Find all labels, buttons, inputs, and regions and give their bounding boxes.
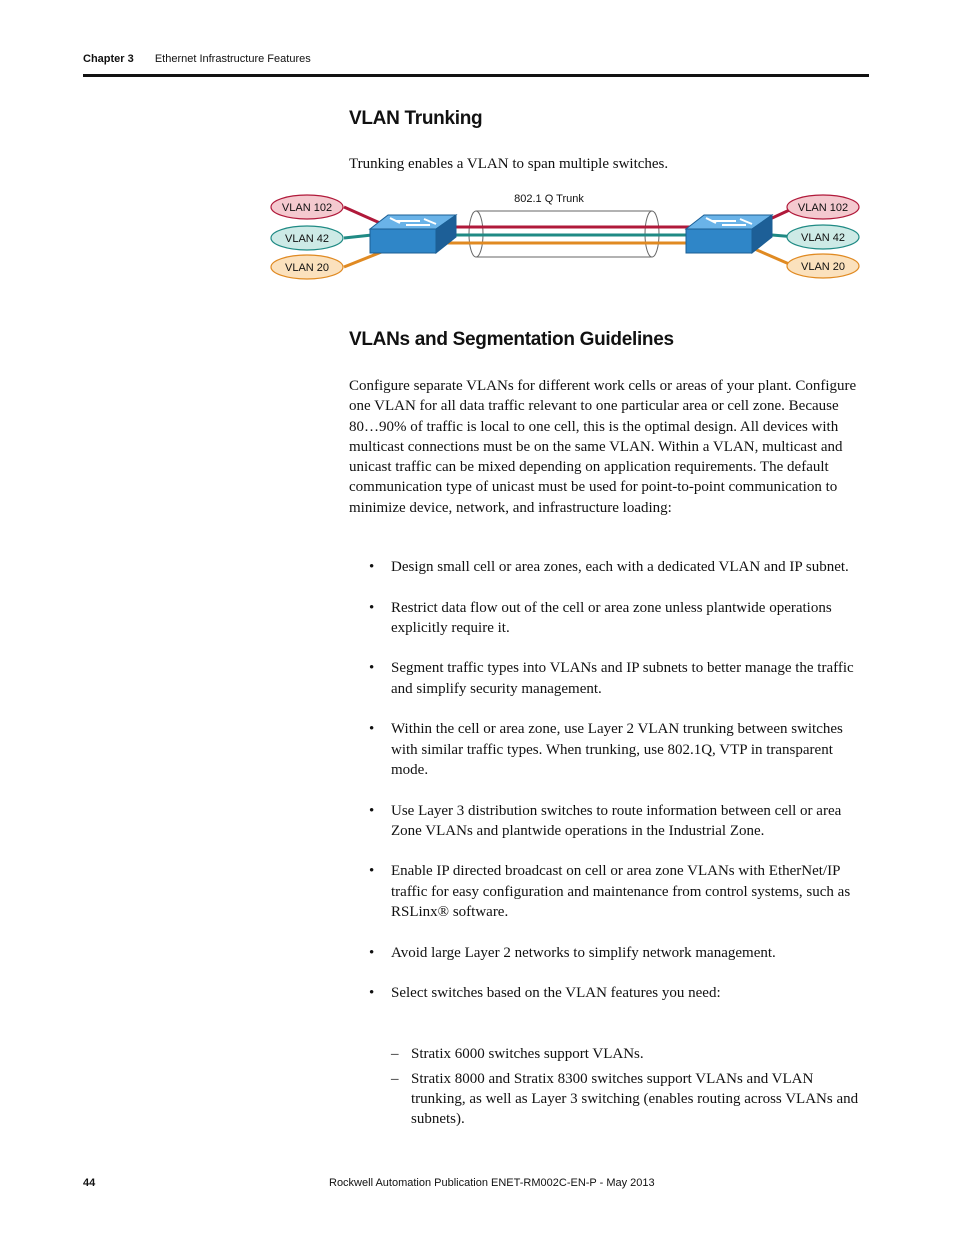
right-vlan42-label: VLAN 42 [800,232,846,244]
right-switch-icon [686,215,772,253]
bullet-glyph: • [369,944,375,961]
list-item [391,1069,871,1130]
list-item [349,557,871,577]
bullet-glyph: • [369,802,375,819]
bullet-glyph: • [369,660,375,677]
chapter-label: Chapter 3 [83,53,134,65]
bullet-text: Design small cell or area zones, each with a dedicated VLAN and IP subnet. [391,559,849,575]
section-heading-vlan-guidelines: VLANs and Segmentation Guidelines [349,329,674,350]
right-vlan20-label: VLAN 20 [800,261,846,273]
guidelines-paragraph: Configure separate VLANs for different work cells or areas of your plant. Configure one VLAN for all data traffic relevant to one particular area or cell zone. Because 80…90% of traffic is local to one cell, this is the optimal design. All devices with multicast connections must be on the same VLAN. Within a VLAN, multicast and unicast traffic can be mixed depending on application requirements. The default communication type of unicast must be used for point-to-point communication to minimize device, network, and infrastructure loading: [349,378,857,516]
list-item [391,1044,871,1064]
header-rule [83,74,869,77]
bullet-text: Avoid large Layer 2 networks to simplify network management. [391,944,776,961]
bullet-text: Restrict data flow out of the cell or area zone unless plantwide operations explicitly require it. [391,599,832,636]
right-vlan20-badge [787,254,859,278]
sub-bullet-text: Stratix 8000 and Stratix 8300 switches support VLANs and VLAN trunking, as well as Layer 3 switching (enables routing across VLANs and subnets). [411,1070,859,1128]
list-item [349,983,871,1003]
left-switch-icon [370,215,456,253]
bullet-text: Use Layer 3 distribution switches to route information between cell or area Zone VLANs and plantwide operations in the Industrial Zone. [391,802,842,839]
guidelines-bullet-list [349,557,871,1024]
right-vlan102-label: VLAN 102 [797,202,849,214]
left-vlan102-label: VLAN 102 [281,202,333,214]
bullet-text: Segment traffic types into VLANs and IP subnets to better manage the traffic and simplify security management. [391,660,854,697]
left-vlan20-badge [271,255,343,279]
left-vlan102-line [344,207,380,223]
dash-glyph: – [391,1046,399,1062]
left-vlan42-badge [271,226,343,250]
page-number: 44 [83,1177,96,1189]
bullet-glyph: • [369,599,375,616]
publication-footer: Rockwell Automation Publication ENET-RM002C-EN-P - May 2013 [329,1177,655,1189]
bullet-text: Within the cell or area zone, use Layer 2 VLAN trunking between switches with similar traffic types. When trunking, use 802.1Q, VTP in transparent mode. [391,721,843,778]
left-vlan102-badge [271,195,343,219]
dash-glyph: – [391,1070,399,1087]
left-vlan42-line [344,235,372,238]
right-vlan42-badge [787,225,859,249]
bullet-glyph: • [369,559,375,575]
bullet-glyph: • [369,721,375,738]
chapter-title: Ethernet Infrastructure Features [154,53,311,65]
section-heading-vlan-trunking: VLAN Trunking [349,108,483,129]
bullet-glyph: • [369,985,375,1002]
left-vlan20-label: VLAN 20 [284,262,330,274]
list-item [349,943,871,963]
bullet-text: Enable IP directed broadcast on cell or area zone VLANs with EtherNet/IP traffic for easy configuration and maintenance from control systems, such as RSLinx® software. [391,863,851,921]
list-item [349,658,871,699]
bullet-glyph: • [369,863,375,880]
list-item [349,598,871,639]
running-header [83,53,311,65]
bullet-text: Select switches based on the VLAN features you need: [391,985,721,1002]
trunk-label: 802.1 Q Trunk [514,193,584,205]
list-item [349,719,871,780]
right-vlan102-badge [787,195,859,219]
list-item [349,801,871,842]
list-item [349,861,871,922]
sub-bullet-text: Stratix 6000 switches support VLANs. [411,1046,644,1062]
left-vlan42-label: VLAN 42 [284,233,330,245]
vlan-trunk-diagram [260,185,870,295]
trunking-intro: Trunking enables a VLAN to span multiple switches. [349,156,669,172]
switch-support-sublist [391,1044,871,1134]
